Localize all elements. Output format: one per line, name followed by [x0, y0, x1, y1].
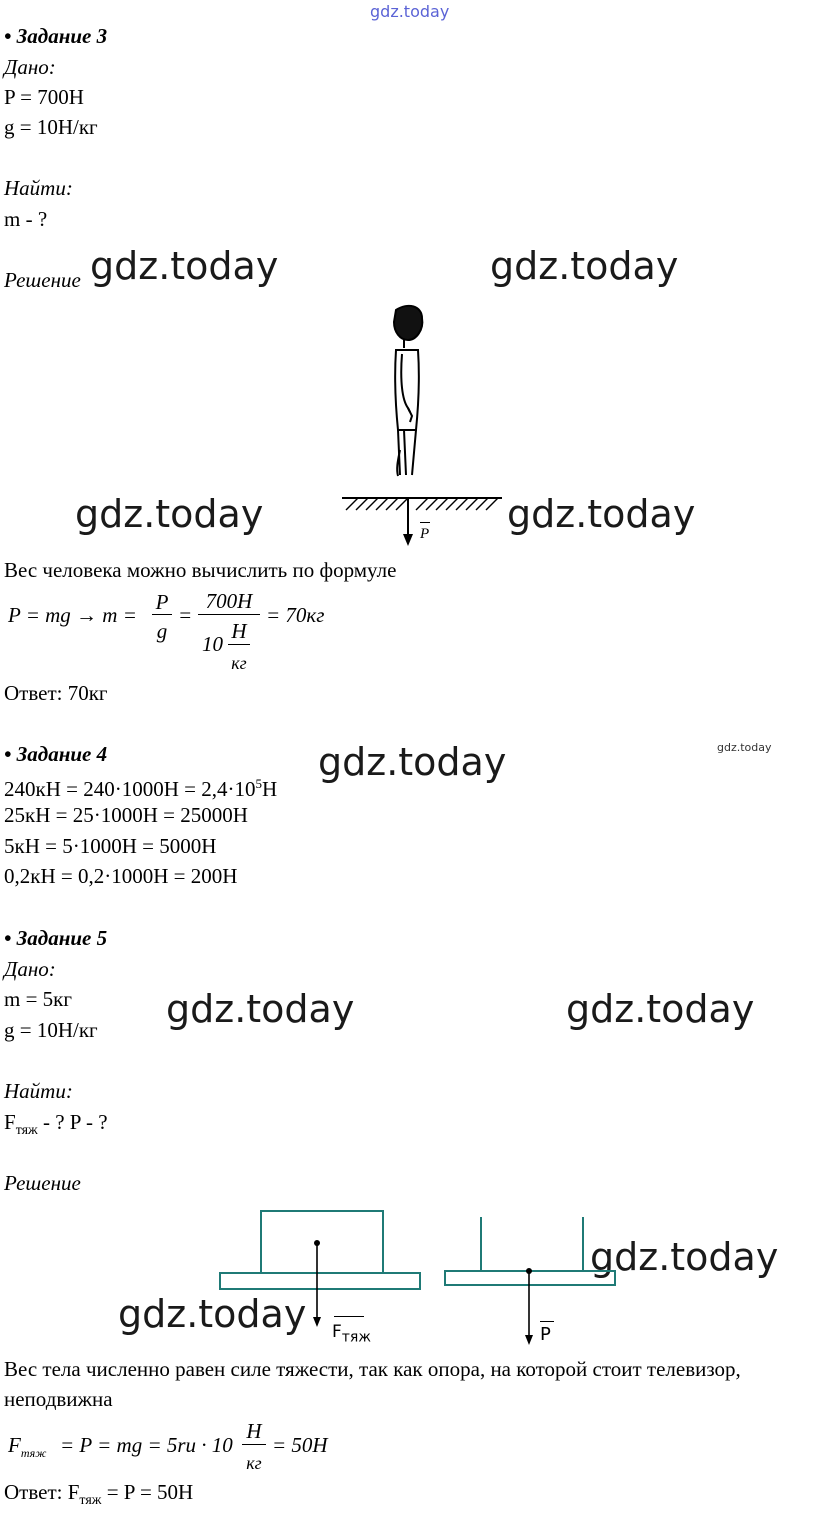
watermark: gdz.today	[590, 1235, 779, 1279]
task5-solution-label: Решение	[4, 1171, 81, 1195]
watermark: gdz.today	[90, 244, 279, 288]
formula2-frac-den: кг	[246, 1453, 262, 1473]
weight-vector-label: P	[540, 1324, 551, 1345]
task5-find: $F_{тяж}$ - ? P - ?	[4, 1110, 108, 1139]
frac2-numerator: 700H	[205, 589, 253, 613]
task4-line-1: $240кH = 240\cdot 1000H = 2,4\cdot 10^5H$	[4, 776, 278, 801]
task3-given-2: g = 10H/кг	[4, 115, 98, 139]
person-standing-figure	[338, 300, 508, 550]
formula2-frac-bar	[242, 1444, 266, 1445]
vector-arrow-mark	[540, 1321, 554, 1322]
watermark-top: gdz.today	[370, 2, 450, 21]
formula-lhs: P = mg → m =	[8, 603, 137, 627]
task3-answer: Ответ: 70кг	[4, 681, 108, 705]
watermark: gdz.today	[118, 1292, 307, 1336]
frac2-den-den: кг	[231, 653, 247, 673]
watermark: gdz.today	[318, 740, 507, 784]
frac1-bar	[152, 614, 172, 615]
formula2-frac-num: H	[246, 1419, 262, 1443]
frac2-den-coef: 10	[202, 632, 223, 656]
task4-heading: • Задание 4	[4, 742, 108, 766]
vector-arrow-mark	[334, 1316, 364, 1317]
task5-text-2: неподвижна	[4, 1387, 113, 1411]
task3-given-label: Дано:	[4, 55, 56, 79]
task5-given-1: m = 5кг	[4, 987, 72, 1011]
task5-heading: • Задание 5	[4, 926, 108, 950]
task4-line-2: 25кH = 25·1000H = 25000H	[4, 803, 248, 827]
watermark-small: gdz.today	[717, 741, 772, 754]
task3-heading: • Задание 3	[4, 24, 108, 48]
watermark: gdz.today	[566, 987, 755, 1031]
task3-find-label: Найти:	[4, 176, 73, 200]
weight-vector-label: P	[420, 526, 430, 542]
vector-arrow-mark	[420, 522, 430, 523]
task3-find: m - ?	[4, 207, 48, 231]
task5-find-label: Найти:	[4, 1079, 73, 1103]
formula2-result: = 50H	[272, 1433, 328, 1457]
watermark: gdz.today	[490, 244, 679, 288]
task4-line-3: 5кH = 5·1000H = 5000H	[4, 834, 217, 858]
watermark: gdz.today	[75, 492, 264, 536]
task4-line-4: 0,2кH = 0,2·1000H = 200H	[4, 864, 238, 888]
task3-given-1: P = 700H	[4, 85, 84, 109]
formula2-middle: = P = mg = 5ru · 10	[60, 1433, 233, 1457]
frac2-den-num: H	[231, 619, 247, 643]
task3-text: Вес человека можно вычислить по формуле	[4, 558, 397, 582]
formula-eq: =	[178, 603, 193, 627]
task5-answer: Ответ: $F_{тяж} = P = 50H$	[4, 1480, 194, 1509]
watermark: gdz.today	[507, 492, 696, 536]
frac2-bar	[198, 614, 260, 615]
task3-solution-label: Решение	[4, 268, 81, 292]
frac1-numerator: P	[155, 590, 169, 614]
formula2-lhs: $F_{тяж}$	[8, 1433, 47, 1461]
tv-on-stand-diagram	[215, 1205, 625, 1355]
gravity-vector-label: $F_{тяж}$	[332, 1322, 371, 1346]
task5-given-label: Дано:	[4, 957, 56, 981]
task5-given-2: g = 10H/кг	[4, 1018, 98, 1042]
frac2-den-bar	[228, 644, 250, 645]
frac1-denominator: g	[156, 619, 168, 643]
formula-result: = 70кг	[266, 603, 325, 627]
watermark: gdz.today	[166, 987, 355, 1031]
task5-text-1: Вес тела численно равен силе тяжести, так как опора, на которой стоит телевизор,	[4, 1357, 741, 1381]
